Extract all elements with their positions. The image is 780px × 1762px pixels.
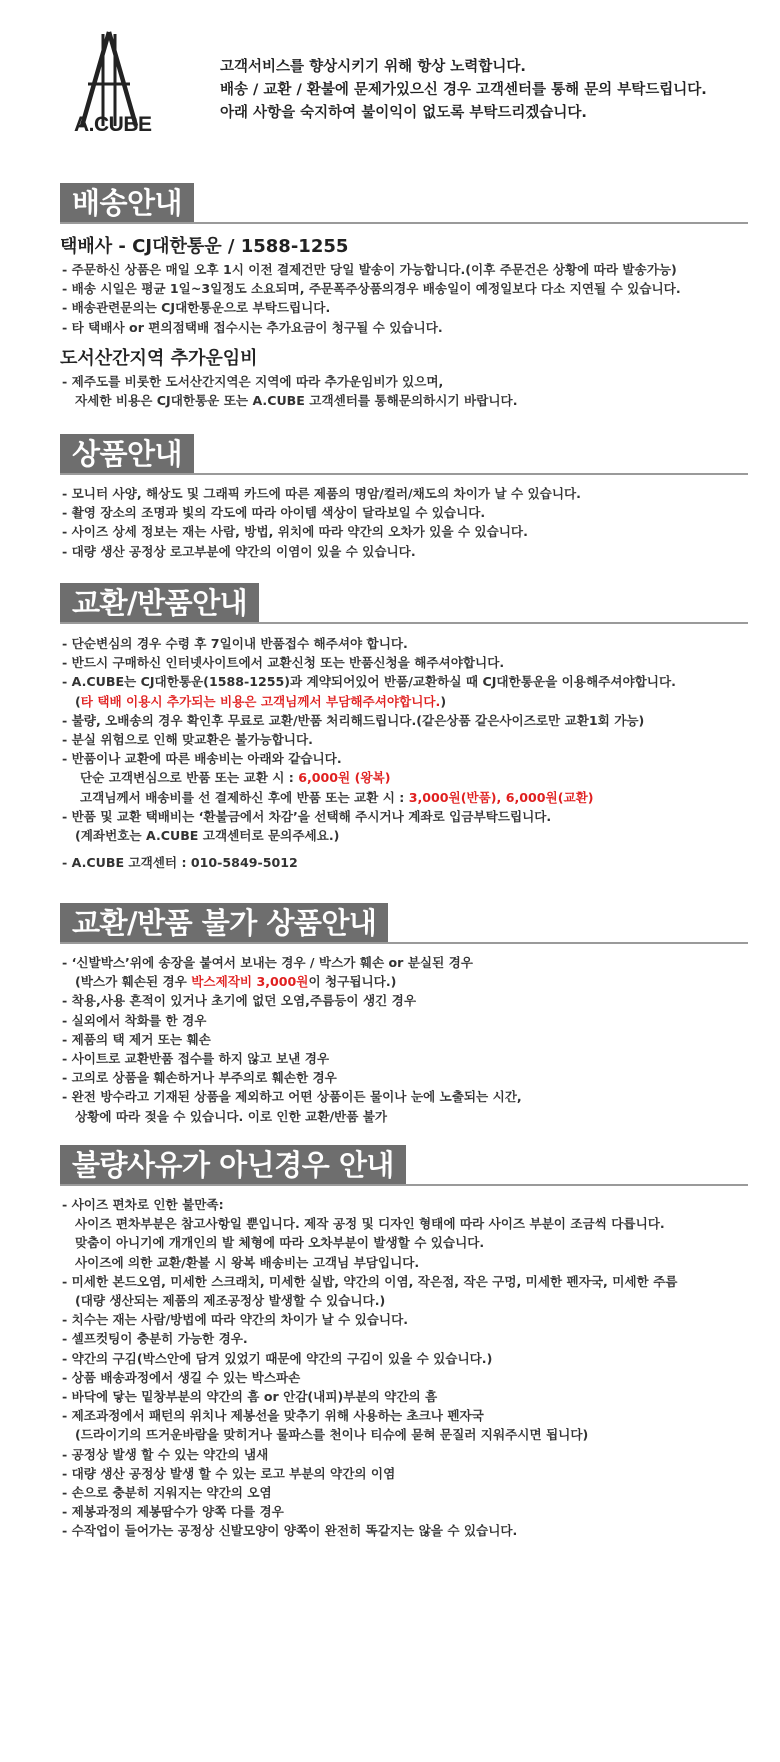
- section-title: 상품안내: [60, 434, 194, 474]
- list-item: - 제조과정에서 패턴의 위치나 제봉선을 맞추기 위해 사용하는 초크나 펜자국: [62, 1408, 484, 1424]
- list-item: - 수작업이 들어가는 공정상 신발모양이 양쪽이 완전히 똑같지는 않을 수 있습니다.: [62, 1523, 518, 1539]
- list-item: - 대량 생산 공정상 발생 할 수 있는 로고 부분의 약간의 이염: [62, 1465, 396, 1481]
- list-item: - 착용,사용 흔적이 있거나 초기에 없던 오염,주름등이 생긴 경우: [62, 993, 417, 1009]
- list-item: - 셀프컷팅이 충분히 가능한 경우.: [62, 1331, 248, 1347]
- section-divider: [60, 222, 748, 224]
- section-title: 배송안내: [60, 183, 194, 223]
- customer-center-phone: - A.CUBE 고객센터 : 010-5849-5012: [62, 855, 298, 871]
- exchange-list: [62, 634, 676, 872]
- list-item: - 촬영 장소의 조명과 빛의 각도에 따라 아이템 색상이 달라보일 수 있습니다.: [62, 505, 486, 521]
- list-item: - 실외에서 착화를 한 경우: [62, 1012, 207, 1028]
- fee-value: 3,000원(반품), 6,000원(교환): [408, 789, 594, 805]
- intro-line: 아래 사항을 숙지하여 불이익이 없도록 부탁드리겠습니다.: [220, 105, 587, 121]
- list-item: - 약간의 구김(박스안에 담겨 있었기 때문에 약간의 구김이 있을 수 있습니다.): [62, 1350, 493, 1366]
- highlight-text: 타 택배 이용시 추가되는 비용은 고객님께서 부담해주셔야합니다.: [80, 693, 441, 709]
- list-item: - 손으로 충분히 지워지는 약간의 오염: [62, 1485, 272, 1501]
- list-item: (박스가 훼손된 경우 박스제작비 3,000원이 청구됩니다.): [75, 974, 397, 990]
- list-item: 맞춤이 아니기에 개개인의 발 체형에 따라 오차부분이 발생할 수 있습니다.: [75, 1235, 485, 1251]
- list-item: - 타 택배사 or 편의점택배 접수시는 추가요금이 청구될 수 있습니다.: [62, 319, 443, 335]
- brand-logo-text: A.CUBE: [74, 113, 152, 136]
- list-item: (타 택배 이용시 추가되는 비용은 고객님께서 부담해주셔야합니다.): [75, 693, 447, 709]
- list-item: - 반품이나 교환에 따른 배송비는 아래와 같습니다.: [62, 751, 342, 767]
- defect-list: [62, 1195, 677, 1541]
- list-item: 사이즈에 의한 교환/환불 시 왕복 배송비는 고객님 부담입니다.: [75, 1254, 420, 1270]
- list-item: - 대량 생산 공정상 로고부분에 약간의 이염이 있을 수 있습니다.: [62, 543, 416, 559]
- list-item: - 주문하신 상품은 매일 오후 1시 이전 결제건만 당일 발송이 가능합니다.(이후 주문건은 상황에 따라 발송가능): [62, 262, 677, 277]
- list-item: - 상품 배송과정에서 생길 수 있는 박스파손: [62, 1369, 301, 1385]
- list-item: - 배송관련문의는 CJ대한통운으로 부탁드립니다.: [62, 300, 331, 316]
- section-title: 교환/반품 불가 상품안내: [60, 903, 388, 943]
- section-divider: [60, 942, 748, 944]
- list-item: - A.CUBE는 CJ대한통운(1588-1255)과 계약되어있어 반품/교환하실 때 CJ대한통운을 이용해주셔야합니다.: [62, 674, 676, 690]
- intro-text: [220, 56, 707, 125]
- list-item: - 분실 위험으로 인해 맞교환은 불가능합니다.: [62, 732, 313, 748]
- list-item: - 사이트로 교환반품 접수를 하지 않고 보낸 경우: [62, 1051, 330, 1067]
- list-item: - ‘신발박스’위에 송장을 붙여서 보내는 경우 / 박스가 훼손 or 분실된 경우: [62, 955, 473, 970]
- shipping-fee-simple: 단순 고객변심으로 반품 또는 교환 시 : 6,000원 (왕복): [80, 770, 391, 786]
- courier-title: 택배사 - CJ대한통운 / 1588-1255: [60, 236, 349, 257]
- shipping-list: [62, 260, 681, 337]
- list-item: - 제주도를 비롯한 도서산간지역은 지역에 따라 추가운임비가 있으며,: [62, 374, 444, 389]
- list-item: (계좌번호는 A.CUBE 고객센터로 문의주세요.): [75, 828, 340, 844]
- list-item: 사이즈 편차부분은 참고사항일 뿐입니다. 제작 공정 및 디자인 형태에 따라 사이즈 부분이 조금씩 다릅니다.: [75, 1216, 665, 1232]
- list-item: (대량 생산되는 제품의 제조공정상 발생할 수 있습니다.): [75, 1293, 386, 1309]
- list-item: - 완전 방수라고 기재된 상품을 제외하고 어떤 상품이든 물이나 눈에 노출되는 시간,: [62, 1089, 522, 1105]
- list-item: - 공정상 발생 할 수 있는 약간의 냄새: [62, 1446, 269, 1462]
- list-item: - 사이즈 편차로 인한 불만족:: [62, 1197, 224, 1212]
- list-item: - 미세한 본드오염, 미세한 스크래치, 미세한 실밥, 약간의 이염, 작은점, 작은 구멍, 미세한 펜자국, 미세한 주름: [62, 1273, 678, 1289]
- list-item: 상황에 따라 젖을 수 있습니다. 이로 인한 교환/반품 불가: [75, 1108, 388, 1124]
- list-item: - 모니터 사양, 해상도 및 그래픽 카드에 따른 제품의 명암/컬러/채도의 차이가 날 수 있습니다.: [62, 486, 581, 501]
- product-list: [62, 484, 581, 561]
- no-return-list: [62, 953, 522, 1126]
- section-divider: [60, 473, 748, 475]
- intro-line: 고객서비스를 향상시키기 위해 항상 노력합니다.: [220, 59, 526, 75]
- list-item: - 배송 시일은 평균 1일~3일정도 소요되며, 주문폭주상품의경우 배송일이 예정일보다 다소 지연될 수 있습니다.: [62, 281, 681, 297]
- shipping-fee-prepaid: 고객님께서 배송비를 선 결제하신 후에 반품 또는 교환 시 : 3,000원(반품), 6,000원(교환): [80, 789, 594, 805]
- highlight-text: 박스제작비 3,000원: [191, 974, 309, 990]
- intro-line: 배송 / 교환 / 환불에 문제가있으신 경우 고객센터를 통해 문의 부탁드립니다.: [220, 82, 707, 98]
- section-divider: [60, 1184, 748, 1186]
- island-title: 도서산간지역 추가운임비: [60, 348, 258, 369]
- list-item: - 제봉과정의 제봉땀수가 양쪽 다를 경우: [62, 1504, 284, 1520]
- list-item: - 치수는 재는 사람/방법에 따라 약간의 차이가 날 수 있습니다.: [62, 1312, 409, 1328]
- list-item: - 단순변심의 경우 수령 후 7일이내 반품접수 해주셔야 합니다.: [62, 636, 408, 651]
- list-item: - 사이즈 상세 정보는 재는 사람, 방법, 위치에 따라 약간의 오차가 있을 수 있습니다.: [62, 524, 528, 540]
- list-item: - 반드시 구매하신 인터넷사이트에서 교환신청 또는 반품신청을 해주셔야합니다.: [62, 655, 505, 671]
- list-item: (드라이기의 뜨거운바람을 맞히거나 물파스를 천이나 티슈에 묻혀 문질러 지워주시면 됩니다): [75, 1427, 589, 1443]
- list-item: - 반품 및 교환 택배비는 ‘환불금에서 차감’을 선택해 주시거나 계좌로 입금부탁드립니다.: [62, 808, 552, 824]
- fee-value: 6,000원 (왕복): [298, 770, 391, 786]
- list-item: - 불량, 오배송의 경우 확인후 무료로 교환/반품 처리해드립니다.(같은상품 같은사이즈로만 교환1회 가능): [62, 712, 645, 728]
- section-title: 교환/반품안내: [60, 583, 259, 623]
- section-divider: [60, 622, 748, 624]
- list-item: - 제품의 택 제거 또는 훼손: [62, 1031, 211, 1047]
- list-item: - 바닥에 닿는 밑창부분의 약간의 흠 or 안감(내피)부분의 약간의 흠: [62, 1389, 438, 1405]
- island-list: [62, 372, 517, 410]
- list-item: 자세한 비용은 CJ대한통운 또는 A.CUBE 고객센터를 통해문의하시기 바랍니다.: [75, 393, 518, 409]
- section-title: 불량사유가 아닌경우 안내: [60, 1145, 406, 1185]
- list-item: - 고의로 상품을 훼손하거나 부주의로 훼손한 경우: [62, 1070, 337, 1086]
